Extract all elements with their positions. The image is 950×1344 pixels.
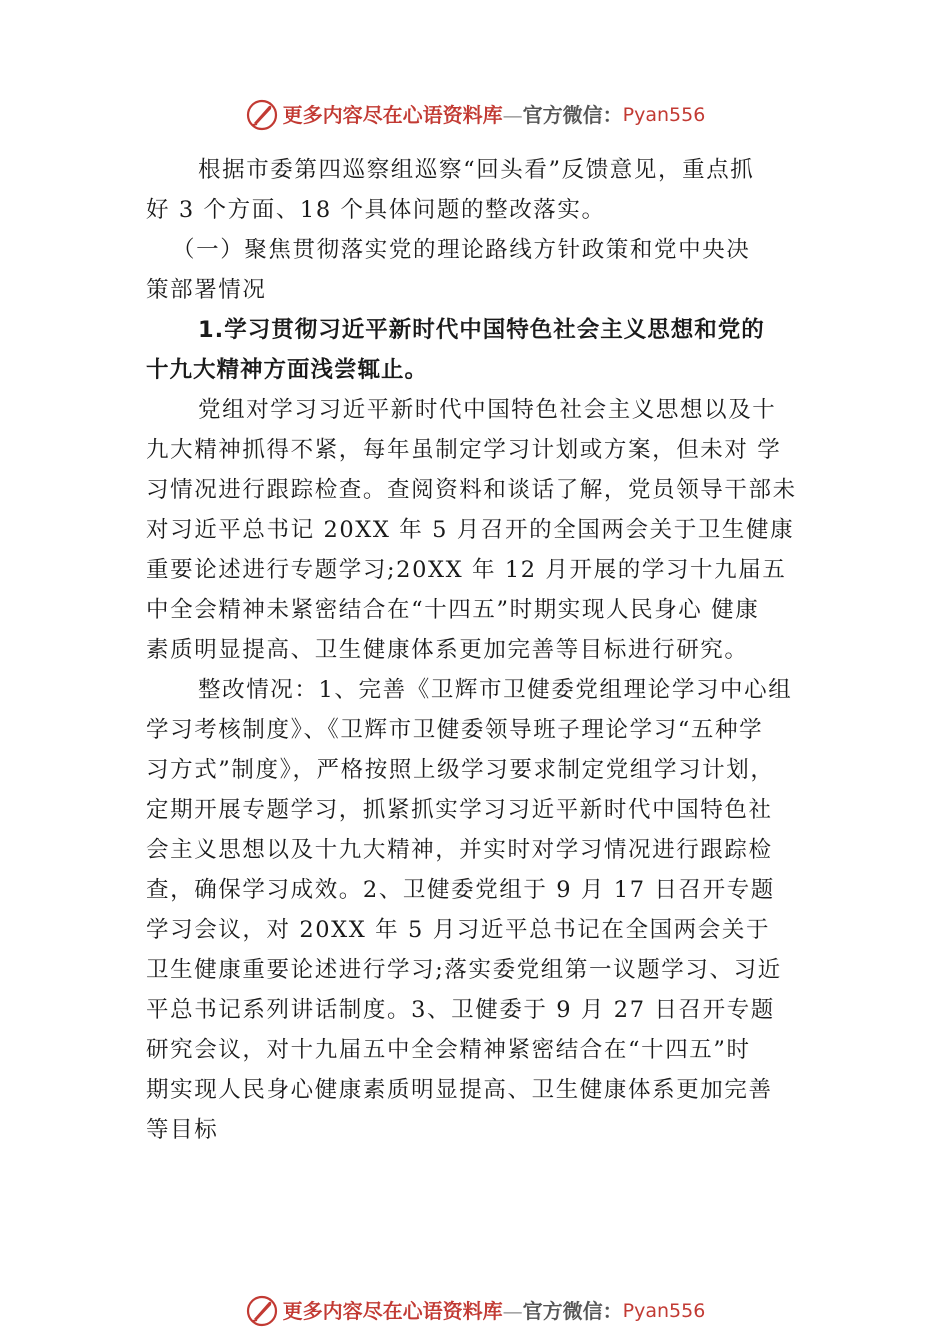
body-text-line: 党组对学习习近平新时代中国特色社会主义思想以及十	[198, 397, 777, 423]
body-text-line: 根据市委第四巡察组巡察“回头看”反馈意见，重点抓	[198, 157, 755, 183]
body-text-line: 期实现人民身心健康素质明显提高、卫生健康体系更加完善	[146, 1077, 773, 1103]
body-text-line: 素质明显提高、卫生健康体系更加完善等目标进行研究。	[146, 637, 749, 663]
section-heading-line: 十九大精神方面浅尝辄止。	[146, 357, 429, 383]
body-text-line: 整改情况：1、完善《卫辉市卫健委党组理论学习中心组	[198, 677, 793, 703]
body-text-line: 学习会议，对 20XX 年 5 月习近平总书记在全国两会关于	[146, 917, 771, 943]
body-text-line: 好 3 个方面、18 个具体问题的整改落实。	[146, 197, 606, 223]
quill-logo-icon	[245, 1294, 279, 1328]
body-text-line: 习方式”制度》，严格按照上级学习要求制定党组学习计划，	[146, 757, 775, 783]
body-text-line: 定期开展专题学习，抓紧抓实学习习近平新时代中国特色社	[146, 797, 773, 823]
banner-dash: —	[502, 1299, 523, 1323]
body-text-line: 习情况进行跟踪检查。查阅资料和谈话了解，党员领导干部未	[146, 477, 797, 503]
document-body	[146, 150, 836, 1150]
body-text-line: 中全会精神未紧密结合在“十四五”时期实现人民身心 健康	[146, 597, 760, 623]
section-heading-line: 1.学习贯彻习近平新时代中国特色社会主义思想和党的	[198, 317, 765, 343]
banner-wechat-id: Pyan556	[622, 104, 706, 126]
body-text-line: 等目标	[146, 1117, 219, 1143]
body-text-line: 卫生健康重要论述进行学习;落实委党组第一议题学习、习近	[146, 957, 782, 983]
banner-wechat-label: 官方微信：	[522, 103, 623, 127]
banner-wechat-label: 官方微信：	[522, 1299, 623, 1323]
banner-brand-text: 更多内容尽在心语资料库	[282, 1299, 503, 1323]
banner-wechat-id: Pyan556	[622, 1300, 706, 1322]
body-text-line: 平总书记系列讲话制度。3、卫健委于 9 月 27 日召开专题	[146, 997, 775, 1023]
watermark-banner-top	[0, 98, 950, 132]
watermark-banner-bottom	[0, 1294, 950, 1328]
body-text-line: 重要论述进行专题学习;20XX 年 12 月开展的学习十九届五	[146, 557, 787, 583]
body-text-line: （一）聚焦贯彻落实党的理论路线方针政策和党中央决	[172, 237, 751, 263]
body-text-line: 学习考核制度》、《卫辉市卫健委领导班子理论学习“五种学	[146, 717, 764, 743]
body-text-line: 对习近平总书记 20XX 年 5 月召开的全国两会关于卫生健康	[146, 517, 795, 543]
body-text-line: 会主义思想以及十九大精神，并实时对学习情况进行跟踪检	[146, 837, 773, 863]
body-text-line: 策部署情况	[146, 277, 267, 303]
banner-dash: —	[502, 103, 523, 127]
quill-logo-icon	[245, 98, 279, 132]
body-text-line: 研究会议，对十九届五中全会精神紧密结合在“十四五”时	[146, 1037, 751, 1063]
banner-brand-text: 更多内容尽在心语资料库	[282, 103, 503, 127]
body-text-line: 九大精神抓得不紧，每年虽制定学习计划或方案，但未对 学	[146, 437, 782, 463]
body-text-line: 查，确保学习成效。2、卫健委党组于 9 月 17 日召开专题	[146, 877, 775, 903]
